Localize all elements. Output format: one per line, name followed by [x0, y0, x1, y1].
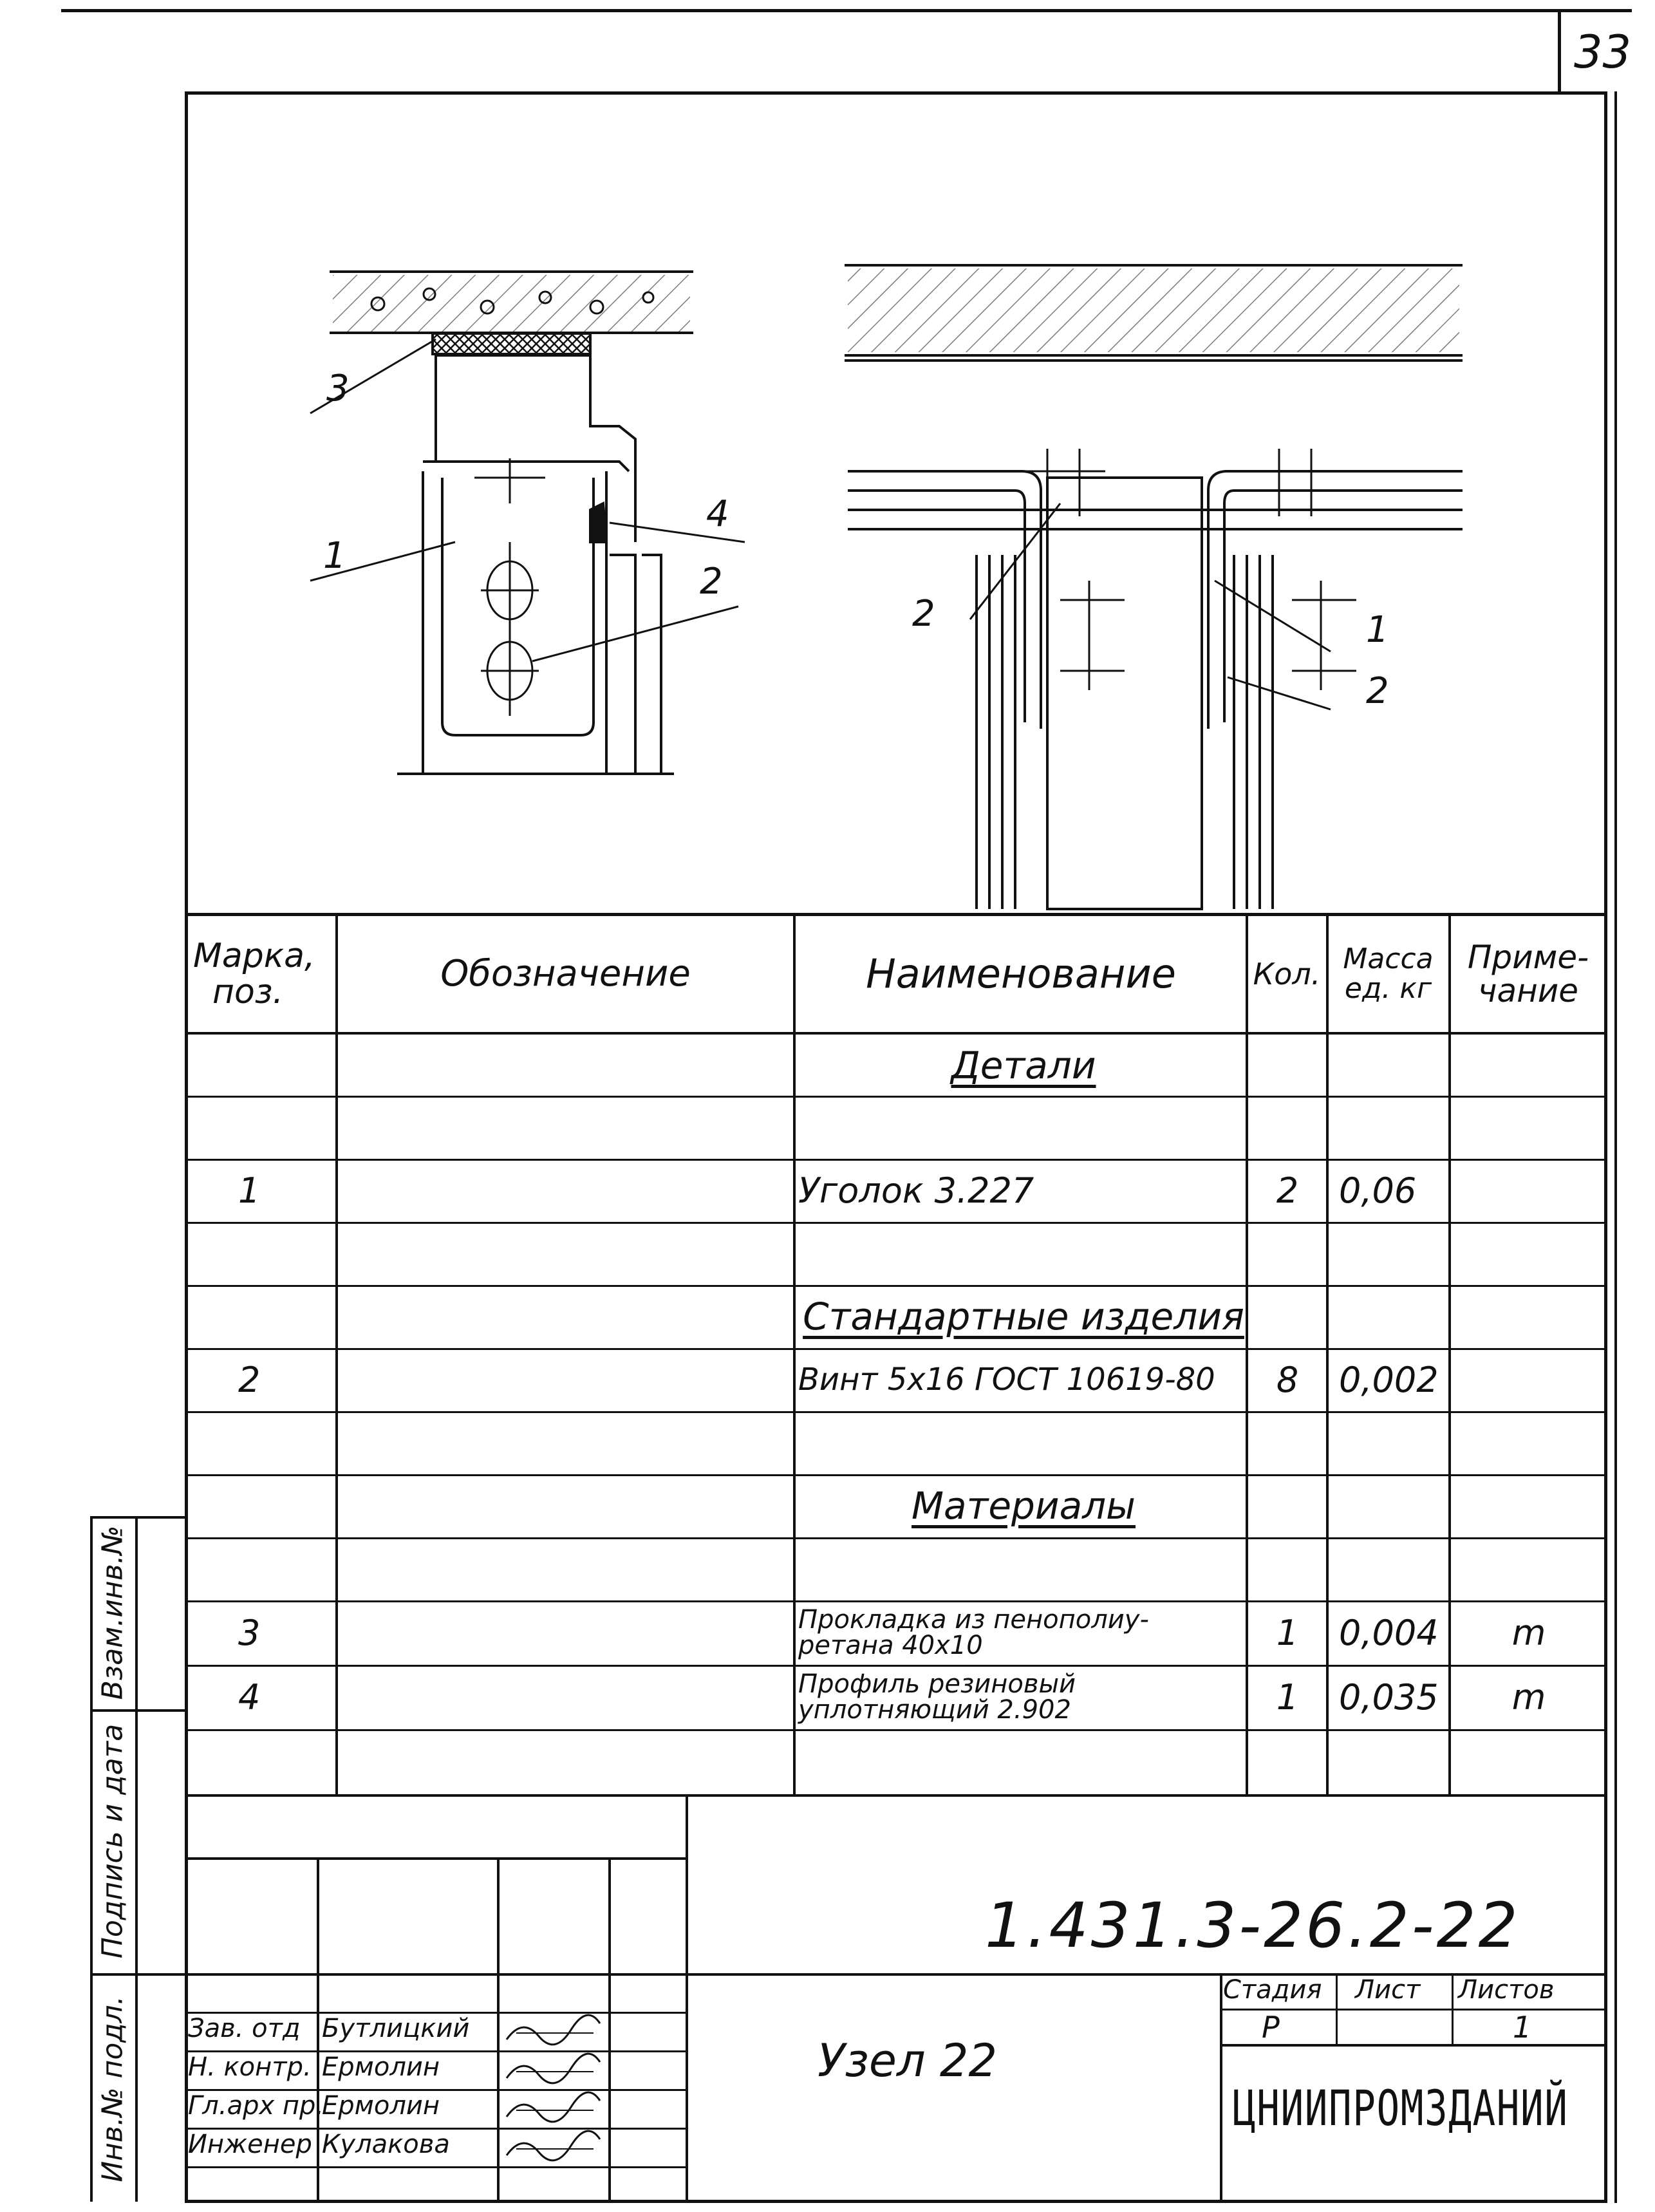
row-name: Детали: [951, 1043, 1096, 1087]
row-qty: [1249, 1411, 1326, 1474]
callout-left-4: 4: [706, 493, 729, 535]
row-name: [798, 1222, 1249, 1285]
signature: [503, 2091, 606, 2127]
row-mass: 0,035: [1339, 1676, 1439, 1718]
signature: [503, 2130, 606, 2166]
row-name: Уголок 3.227: [798, 1170, 1034, 1211]
row-mark: 1: [238, 1170, 261, 1211]
sheet-number: 33: [1574, 26, 1632, 79]
table-top-line: [185, 913, 1607, 916]
tb-stage-v1: [1336, 1973, 1338, 2045]
row-name: Стандартные изделия: [803, 1295, 1244, 1338]
row-mass: [1339, 1729, 1448, 1794]
row-note: [1452, 1035, 1606, 1096]
tb-stage-v2: [1452, 1973, 1454, 2045]
row-mark: [238, 1035, 328, 1096]
row-qty: 2: [1276, 1170, 1299, 1211]
organization-name: ЦНИИПРОМЗДАНИЙ: [1233, 2079, 1569, 2137]
header-qty: Кол.: [1253, 956, 1321, 991]
table-bottom-line: [185, 1794, 1607, 1797]
col-line-5: [1448, 913, 1451, 1796]
row-name: Профиль резиновый уплотняющий 2.902: [798, 1669, 1076, 1725]
signature: [503, 2052, 606, 2088]
side-stamp-sep2: [90, 1973, 187, 1976]
replace-inv-label: Взам.инв.№: [96, 1525, 129, 1700]
header-designation: Обозначение: [440, 953, 691, 995]
header-mass: [1329, 917, 1448, 1030]
tb-v-line-3: [608, 1857, 611, 2202]
inv-orig-label: Инв.№ подл.: [96, 1996, 129, 2182]
tb-v-line-1: [317, 1857, 319, 2202]
row-note: [1452, 1285, 1606, 1348]
callout-left-2: 2: [700, 561, 723, 603]
staff-name: Ермолин: [322, 2052, 440, 2082]
row-note: [1452, 1348, 1606, 1411]
sheets-label: Листов: [1458, 1975, 1555, 2005]
row-qty: [1249, 1285, 1326, 1348]
row-mass: 0,004: [1339, 1612, 1439, 1653]
row-mark: [238, 1285, 328, 1348]
right-section-view: [845, 265, 1463, 909]
row-qty: [1249, 1096, 1326, 1159]
sign-date-label: Подпись и дата: [96, 1723, 129, 1959]
col-line-4: [1326, 913, 1329, 1796]
row-mark: [238, 1474, 328, 1537]
col-line-1: [335, 913, 338, 1796]
row-note: [1452, 1222, 1606, 1285]
row-name: [798, 1537, 1249, 1600]
row-mark: [238, 1222, 328, 1285]
row-qty: [1249, 1474, 1326, 1537]
row-mass: [1339, 1285, 1448, 1348]
side-stamp-top: [90, 1516, 187, 1519]
row-mark: [238, 1729, 328, 1794]
stage-value: Р: [1262, 2010, 1280, 2045]
staff-name: Бутлицкий: [322, 2014, 470, 2043]
left-section-view: [310, 272, 745, 774]
header-note-line1: Приме-: [1467, 938, 1589, 976]
col-line-2: [793, 913, 796, 1796]
callout-right-1: 1: [1366, 609, 1389, 651]
row-note: [1452, 1729, 1606, 1794]
side-stamp-divider: [135, 1516, 138, 2202]
row-note: [1452, 1411, 1606, 1474]
staff-name: Кулакова: [322, 2130, 450, 2159]
tb-h-line-1: [185, 1857, 687, 1860]
staff-role: Н. контр.: [188, 2052, 312, 2082]
node-drawing: [185, 91, 1607, 915]
row-mark: [238, 1537, 328, 1600]
callout-right-2a: 2: [912, 593, 935, 635]
row-name: [798, 1729, 1249, 1794]
row-mass: [1339, 1537, 1448, 1600]
row-name: Винт 5х16 ГОСТ 10619-80: [798, 1362, 1215, 1398]
callout-right-2b: 2: [1366, 670, 1389, 712]
header-mark: [193, 917, 335, 1030]
sheet-number-box-left: [1558, 9, 1561, 93]
sheet-label: Лист: [1355, 1975, 1421, 2005]
row-qty: 8: [1276, 1359, 1299, 1400]
row-mass: 0,06: [1339, 1170, 1417, 1211]
callout-left-1: 1: [323, 535, 346, 577]
tb-v-line-4: [686, 1796, 688, 2202]
row-mark: 4: [238, 1676, 261, 1718]
page-top-line: [61, 9, 1632, 12]
row-mark: [238, 1411, 328, 1474]
row-mass: [1339, 1411, 1448, 1474]
staff-role: Гл.арх пр.: [188, 2091, 324, 2121]
callout-left-3: 3: [326, 368, 350, 409]
document-code: 1.431.3-26.2-22: [985, 1889, 1520, 1962]
tb-h-line-7: [185, 2166, 687, 2168]
row-mark: 2: [238, 1359, 261, 1400]
row-note: [1452, 1537, 1606, 1600]
stage-label: Стадия: [1223, 1975, 1322, 2005]
header-name: Наименование: [866, 950, 1176, 997]
signature: [503, 2014, 606, 2050]
frame-right-double: [1614, 91, 1617, 2203]
staff-name: Ермолин: [322, 2091, 440, 2121]
row-note: [1452, 1159, 1606, 1222]
staff-role: Зав. отд: [188, 2014, 301, 2043]
tb-v-line-2: [497, 1857, 500, 2202]
row-qty: [1249, 1222, 1326, 1285]
row-note: m: [1511, 1612, 1546, 1653]
row-qty: [1249, 1035, 1326, 1096]
row-mass: [1339, 1096, 1448, 1159]
side-stamp-left: [90, 1516, 93, 2202]
row-note: [1452, 1096, 1606, 1159]
row-qty: 1: [1276, 1676, 1299, 1718]
row-mass: [1339, 1035, 1448, 1096]
row-name: [798, 1411, 1249, 1474]
row-mark: 3: [238, 1612, 261, 1653]
header-mark-line2: поз.: [212, 972, 283, 1011]
staff-role: Инженер: [188, 2130, 312, 2159]
row-mass: [1339, 1222, 1448, 1285]
side-stamp-sep1: [90, 1709, 187, 1712]
row-qty: [1249, 1537, 1326, 1600]
sheets-value: 1: [1513, 2010, 1532, 2045]
header-mass-line1: Масса: [1343, 942, 1434, 975]
row-name: Прокладка из пенополиу- ретана 40х10: [798, 1605, 1149, 1660]
header-mark-line1: Марка,: [193, 936, 315, 975]
header-note-line2: чание: [1477, 971, 1579, 1009]
row-note: [1452, 1474, 1606, 1537]
drawing-title: Узел 22: [818, 2034, 998, 2087]
row-qty: [1249, 1729, 1326, 1794]
tb-stage-left: [1220, 1973, 1222, 2202]
row-mark: [238, 1096, 328, 1159]
header-mass-line2: ед. кг: [1344, 971, 1432, 1005]
row-qty: 1: [1276, 1612, 1299, 1653]
header-note: [1451, 917, 1605, 1030]
row-note: m: [1511, 1676, 1546, 1718]
row-name: Материалы: [912, 1484, 1136, 1528]
row-mass: 0,002: [1339, 1359, 1439, 1400]
row-mass: [1339, 1474, 1448, 1537]
row-name: [798, 1096, 1249, 1159]
